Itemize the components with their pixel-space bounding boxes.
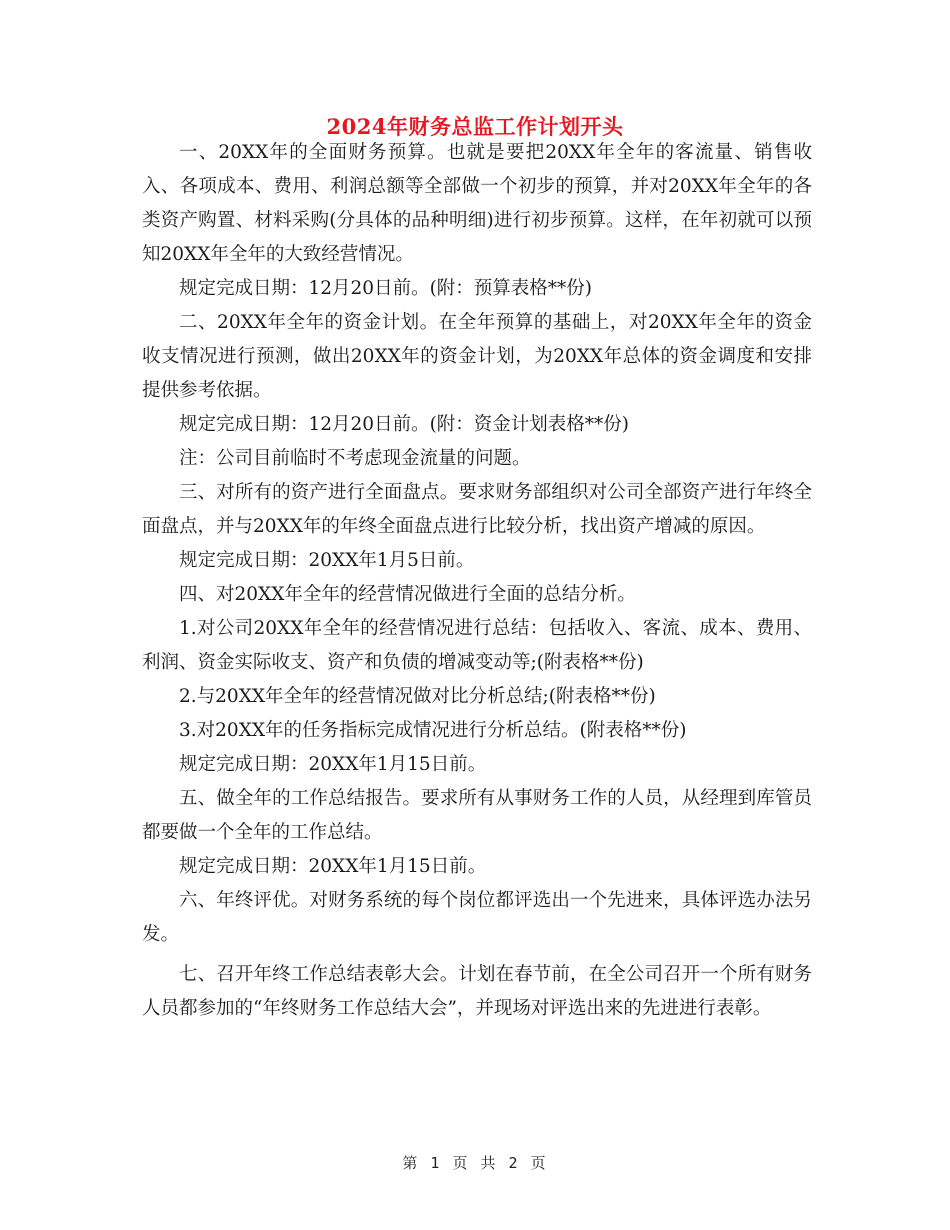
paragraph-summary-item-3: 3.对20XX年的任务指标完成情况进行分析总结。(附表格**份) bbox=[179, 720, 687, 741]
paragraph-summary-deadline: 规定完成日期：20XX年1月15日前。 bbox=[179, 754, 487, 775]
paragraph-work-report: 五、做全年的工作总结报告。要求所有从事财务工作的人员，从经理到库管员都要做一个全年的工作总结。 bbox=[142, 788, 812, 843]
paragraph-operations-summary: 四、对20XX年全年的经营情况做进行全面的总结分析。 bbox=[179, 584, 636, 605]
paragraph-report-deadline: 规定完成日期：20XX年1月15日前。 bbox=[179, 856, 487, 877]
paragraph-budget-deadline: 规定完成日期：12月20日前。(附：预算表格**份) bbox=[179, 278, 593, 299]
paragraph-budget: 一、20XX年的全面财务预算。也就是要把20XX年全年的客流量、销售收入、各项成本、费用、利润总额等全部做一个初步的预算，并对20XX年全年的各类资产购置、材料采购(分具体的品种明细)进行初步预算。这样，在年初就可以预知20XX年全年的大致经营情况。 bbox=[142, 142, 812, 265]
paragraph-year-end-awards: 六、年终评优。对财务系统的每个岗位都评选出一个先进来，具体评选办法另发。 bbox=[142, 890, 812, 945]
document-title: 2024年财务总监工作计划开头 bbox=[326, 114, 624, 139]
paragraph-summary-item-1: 1.对公司20XX年全年的经营情况进行总结：包括收入、客流、成本、费用、利润、资金实际收支、资产和负债的增减变动等;(附表格**份) bbox=[142, 618, 812, 673]
paragraph-summary-item-2: 2.与20XX年全年的经营情况做对比分析总结;(附表格**份) bbox=[179, 686, 656, 707]
paragraph-funding-plan: 二、20XX年全年的资金计划。在全年预算的基础上，对20XX年全年的资金收支情况进行预测，做出20XX年的资金计划，为20XX年总体的资金调度和安排提供参考依据。 bbox=[142, 312, 812, 401]
paragraph-note: 注：公司目前临时不考虑现金流量的问题。 bbox=[179, 448, 531, 469]
page-footer: 第 1 页 共 2 页 bbox=[402, 1154, 548, 1172]
document-body bbox=[142, 136, 812, 1026]
paragraph-funding-deadline: 规定完成日期：12月20日前。(附：资金计划表格**份) bbox=[179, 414, 630, 435]
paragraph-asset-inventory: 三、对所有的资产进行全面盘点。要求财务部组织对公司全部资产进行年终全面盘点，并与20XX年的年终全面盘点进行比较分析，找出资产增减的原因。 bbox=[142, 482, 812, 537]
paragraph-inventory-deadline: 规定完成日期：20XX年1月5日前。 bbox=[179, 550, 475, 571]
paragraph-commendation-meeting: 七、召开年终工作总结表彰大会。计划在春节前，在全公司召开一个所有财务人员都参加的“年终财务工作总结大会”，并现场对评选出来的先进进行表彰。 bbox=[142, 964, 812, 1019]
